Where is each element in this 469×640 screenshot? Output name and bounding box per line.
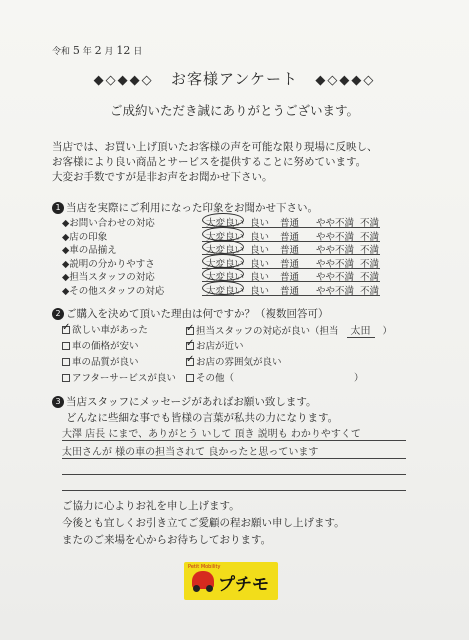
rating-row — [62, 269, 462, 281]
rating-row-label: ◆店の印象 — [62, 231, 108, 243]
rating-row — [62, 283, 462, 295]
rating-option[interactable]: 良い — [250, 245, 270, 256]
rating-option[interactable]: 良い — [250, 285, 270, 297]
rating-option[interactable]: 普通 — [280, 218, 300, 229]
intro-line: 大変お手数ですが是非お声をお聞かせ下さい。 — [52, 171, 273, 183]
rating-option[interactable]: 不満 — [360, 218, 380, 229]
intro-paragraph — [52, 140, 378, 185]
rating-option[interactable]: やや不満 — [316, 285, 355, 297]
reason-option[interactable] — [186, 338, 244, 352]
title-deco-left: ◆◇◆◆◇ — [93, 73, 154, 88]
rating-row — [62, 256, 462, 268]
selected-circle-mark — [202, 227, 244, 241]
reason-option[interactable] — [62, 370, 176, 384]
logo-text: プチモ — [218, 575, 269, 595]
reason-option[interactable] — [186, 354, 282, 368]
rating-row — [62, 242, 462, 254]
reason-option[interactable] — [186, 322, 392, 338]
reason-label: その他（ — [196, 373, 235, 384]
rating-row — [62, 229, 462, 241]
rating-row-label: ◆説明の分かりやすさ — [62, 258, 155, 270]
day-handwritten: 12 — [116, 44, 131, 57]
reason-label: お店が近い — [196, 341, 244, 352]
rating-option[interactable]: 普通 — [280, 285, 300, 297]
reason-option[interactable] — [186, 370, 364, 384]
question-2 — [52, 306, 329, 321]
closing-line: ご協力に心よりお礼を申し上げます。 — [62, 500, 240, 512]
question-number-badge: 1 — [52, 202, 64, 214]
selected-circle-mark — [202, 281, 244, 295]
rating-option[interactable]: 大変良い — [206, 285, 245, 297]
era-label: 令和 — [52, 47, 71, 57]
checkbox[interactable] — [62, 342, 70, 350]
rating-option[interactable]: やや不満 — [316, 218, 355, 229]
reason-label: 車の価格が安い — [72, 341, 139, 352]
message-line[interactable]: 太田さんが 様の車の担当されて 良かったと思っています — [62, 447, 319, 458]
reason-close-paren: ） — [382, 326, 393, 337]
rating-option[interactable]: 普通 — [280, 272, 300, 283]
reason-label: 車の品質が良い — [72, 357, 139, 368]
rating-row-label: ◆その他スタッフの対応 — [62, 285, 165, 297]
rating-row-label: ◆担当スタッフの対応 — [62, 272, 155, 283]
intro-line: 当店では、お買い上げ頂いたお客様の声を可能な限り現場に反映し、 — [52, 141, 378, 153]
logo-tagline: Petit Mobility — [188, 564, 221, 570]
selected-circle-mark — [202, 213, 244, 227]
rating-option[interactable]: 不満 — [360, 272, 380, 283]
reason-option[interactable] — [62, 354, 139, 368]
month-handwritten: 2 — [94, 44, 102, 57]
reason-close-paren: ） — [354, 373, 364, 384]
rating-option[interactable]: 普通 — [280, 258, 300, 270]
rating-option[interactable]: 良い — [250, 272, 270, 283]
selected-circle-mark — [202, 267, 244, 281]
rating-option[interactable]: 普通 — [280, 231, 300, 243]
question-3-subtext: どんなに些細な事でも皆様の言葉が私共の力になります。 — [66, 412, 339, 424]
rating-underline — [202, 295, 380, 296]
rating-option[interactable]: 良い — [250, 258, 270, 270]
rating-option[interactable]: 大変良い — [206, 245, 245, 256]
rating-option[interactable]: 不満 — [360, 285, 380, 297]
rating-option[interactable]: 不満 — [360, 231, 380, 243]
reason-label: 欲しい車があった — [72, 325, 148, 336]
staff-name-handwritten: 太田 — [347, 322, 375, 338]
rating-option[interactable]: やや不満 — [316, 258, 355, 270]
rating-option[interactable]: 普通 — [280, 245, 300, 256]
selected-circle-mark — [202, 240, 244, 254]
intro-line: お客様により良い商品とサービスを提供することに努めています。 — [52, 156, 367, 168]
closing-line: 今後とも宜しくお引き立てご愛顧の程お願い申し上げます。 — [62, 517, 345, 529]
reason-label: アフターサービスが良い — [72, 373, 176, 384]
rating-row — [62, 215, 462, 227]
checkbox[interactable] — [186, 374, 194, 382]
year-unit: 年 — [82, 47, 92, 57]
closing-line: またのご来場を心からお待ちしております。 — [62, 534, 272, 546]
rating-option[interactable]: 不満 — [360, 245, 380, 256]
selected-circle-mark — [202, 254, 244, 268]
checkbox[interactable] — [62, 374, 70, 382]
rating-option[interactable]: 良い — [250, 231, 270, 243]
month-unit: 月 — [104, 47, 114, 57]
rating-option[interactable]: 良い — [250, 218, 270, 229]
title-deco-right: ◆◇◆◆◇ — [315, 73, 376, 88]
question-number-badge: 2 — [52, 308, 64, 320]
question-2-text: ご購入を決めて頂いた理由は何ですか？（複数回答可） — [66, 308, 329, 320]
reason-option[interactable] — [62, 338, 139, 352]
checkbox[interactable] — [186, 327, 194, 335]
question-number-badge: 3 — [52, 396, 64, 408]
closing-message — [62, 498, 345, 549]
rating-option[interactable]: やや不満 — [316, 245, 355, 256]
checkbox[interactable] — [62, 358, 70, 366]
checkbox[interactable] — [186, 342, 194, 350]
message-rule — [62, 474, 406, 475]
message-rule — [62, 458, 406, 459]
rating-option[interactable]: 不満 — [360, 258, 380, 270]
message-line[interactable]: 大澤 店長 にまで、ありがとう いして 頂き 説明も わかりやすくて — [62, 429, 361, 440]
rating-option[interactable]: やや不満 — [316, 231, 355, 243]
rating-option[interactable]: 大変良い — [206, 231, 245, 243]
rating-option[interactable]: 大変良い — [206, 258, 245, 270]
reason-label: 担当スタッフの対応が良い（担当 — [196, 326, 339, 337]
rating-option[interactable]: やや不満 — [316, 272, 355, 283]
title-text: お客様アンケート — [170, 70, 299, 88]
question-1 — [52, 200, 318, 215]
reason-label: お店の雰囲気が良い — [196, 357, 282, 368]
rating-row-label: ◆車の品揃え — [62, 245, 117, 256]
thanks-message: ご成約いただき誠にありがとうございます。 — [109, 103, 359, 118]
page-title — [0, 68, 469, 89]
checkbox[interactable] — [186, 358, 194, 366]
message-rule — [62, 440, 406, 441]
message-rule — [62, 490, 406, 491]
date-line — [52, 44, 142, 57]
rating-row-label: ◆お問い合わせの対応 — [62, 218, 155, 229]
question-1-text: 当店を実際にご利用になった印象をお聞かせ下さい。 — [66, 202, 318, 214]
reason-option[interactable] — [62, 322, 148, 336]
rating-option[interactable]: 大変良い — [206, 218, 245, 229]
year-handwritten: 5 — [72, 44, 80, 57]
checkbox[interactable] — [62, 326, 70, 334]
question-3 — [52, 394, 338, 426]
brand-logo — [184, 562, 278, 600]
rating-option[interactable]: 大変良い — [206, 272, 245, 283]
car-icon — [192, 571, 214, 589]
day-unit: 日 — [133, 47, 143, 57]
question-3-text: 当店スタッフにメッセージがあればお願い致します。 — [66, 396, 317, 408]
